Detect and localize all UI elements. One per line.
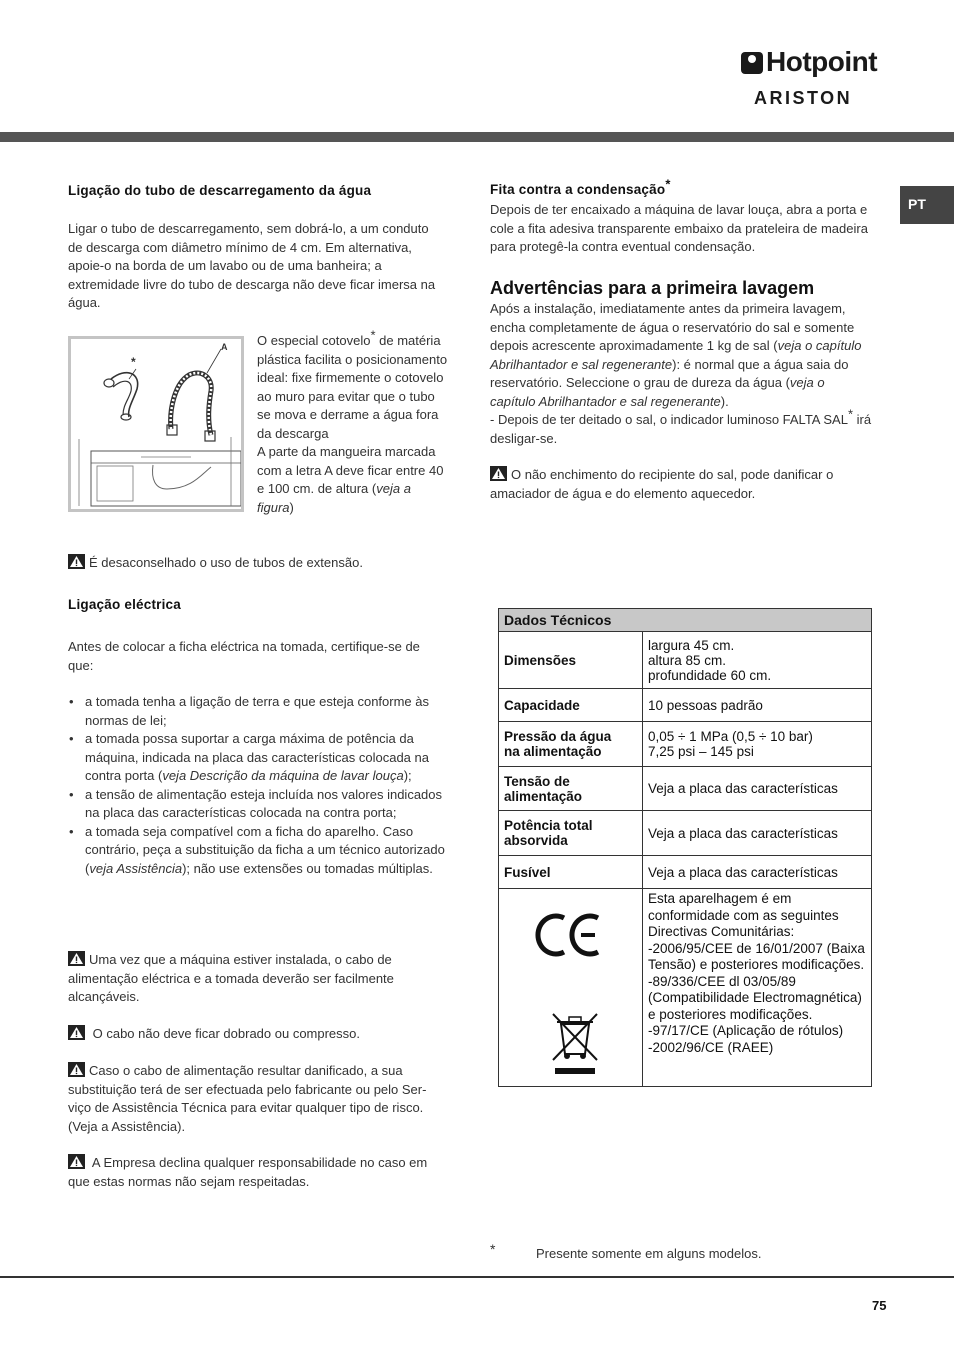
table-row [499,632,872,689]
page-number: 75 [872,1298,887,1313]
row-label [499,811,643,856]
fita-star: * [665,176,671,192]
row-value-line: profundidade 60 cm. [648,667,772,683]
brand-logo [740,48,890,112]
row-value-line: altura 85 cm. [648,652,727,668]
brand-name: Hotpoint [766,46,878,77]
advert-p2-star: * [847,406,854,422]
advert-p1-end: ). [720,393,729,409]
table-row [499,811,872,856]
drain-warning-text: É desaconselhado o uso de tubos de extensão. [89,555,363,570]
row-value [643,632,872,689]
table-header-row [499,609,872,632]
table-row [499,767,872,811]
table-row [499,689,872,722]
warning-icon [68,1025,85,1040]
row-label-line: na alimentação [504,744,602,759]
checklist-item [68,730,446,786]
electric-warning-1-text: Uma vez que a máquina estiver instalada, o cabo de alimentação eléctrica e a tomada deverão ser facilmente alcançáveis. [68,952,394,1004]
row-label: Capacidade [499,689,643,722]
advert-p2-end: irá desligar-se. [490,412,872,446]
advert-heading: Advertências para a primeira lavagem [490,278,815,298]
advert-p1: Após a instalação, imediatamente antes da primeira lavagem, encha completamente de água o reservatório do sal e somente depois acrescente aproximadamente 1 kg de sal ( [490,301,855,353]
warning-icon [68,951,85,966]
row-label [499,722,643,767]
electric-warning-4 [68,1154,446,1191]
warning-icon [490,466,507,481]
row-value-line: 0,05 ÷ 1 MPa (0,5 ÷ 10 bar) [648,729,813,744]
checklist-item [68,786,446,823]
row-label [499,767,643,811]
advert-p1-b: ): é normal que a água saia do reservatório. Seleccione o grau de dureza da água ( [490,356,849,390]
row-label: Dimensões [499,632,643,689]
checklist-item-text: a tomada seja compatível com a ficha do aparelho. Caso contrário, peça a substituição da ficha a um técnico autorizado ( [85,823,445,876]
figure-label-star: * [131,355,136,369]
ce-mark-and-weee-icons [511,896,631,1076]
fita-paragraph: Depois de ter encaixado a máquina de lavar louça, abra a porta e cole a fita adesiva transparente embaixo da prateleira de madeira para protegê-la contra eventual condensação. [490,202,868,254]
elbow-text-3-italic: veja a figura [257,481,411,515]
electric-warning-4-text: A Empresa declina qualquer responsabilidade no caso em que estas normas não sejam respeitadas. [68,1155,428,1189]
advert-warning-text: O não enchimento do recipiente do sal, pode danificar o amaciador de água e do elemento aquecedor. [490,467,834,501]
ce-mark-icon [537,916,597,954]
row-value: Veja a placa das características [643,767,872,811]
fita-heading [490,176,671,197]
checklist-item [68,693,446,730]
electric-warning-3 [68,1062,446,1136]
elbow-star: * [370,327,376,343]
electric-warning-3-text: Caso o cabo de alimentação resultar danificado, a sua substituição terá de ser efectuada pelo fabricante ou pelo Ser-viço de Assistência Técnica para evitar qualquer tipo de risco. (Veja a Assistência). [68,1063,427,1134]
checklist-item [68,823,446,879]
row-label-line: alimentação [504,788,583,804]
drain-hose-illustration [71,339,241,509]
row-label-line: Tensão de [504,773,570,789]
tech-data-table [498,608,872,1087]
row-value-line: 7,25 psi – 145 psi [648,744,754,759]
electric-intro: Antes de colocar a ficha eléctrica na tomada, certifique-se de que: [68,639,420,673]
electric-heading: Ligação eléctrica [68,597,181,612]
advert-paragraph [490,300,872,448]
warning-icon [68,1062,85,1077]
footnote-star: * [490,1241,496,1257]
row-value: Veja a placa das características [643,856,872,889]
drain-paragraph: Ligar o tubo de descarregamento, sem dobrá-lo, a um conduto de descarga com diâmetro mínimo de 4 cm. Em alternativa, apoie-o na borda de um lavabo ou de uma banheira; a extremidade livre do tubo de descarga não deve ficar imersa na água. [68,221,436,310]
footnote: Presente somente em alguns modelos. [536,1246,762,1261]
table-row [499,856,872,889]
elbow-text-3-end: ) [289,499,294,515]
checklist-item-end: ); não use extensões ou tomadas múltiplas. [182,860,433,876]
checklist-item-italic: veja Assistência [89,860,183,876]
checklist-item-end: ); [403,768,412,783]
row-label-line: Potência total [504,818,593,833]
drain-heading: Ligação do tubo de descarregamento da água [68,183,372,198]
elbow-text-3: A parte da mangueira marcada com a letra A deve ficar entre 40 e 100 cm. de altura ( [257,444,444,496]
checklist-item-text: a tomada possa suportar a carga máxima de potência da máquina, indicada na placa das características colocada na contra porta ( [85,731,429,783]
checklist-item-text: a tensão de alimentação esteja incluída nos valores indicados na placa das características colocada na contra porta; [85,786,443,820]
checklist-item-italic: veja Descrição da máquina de lavar louça [162,768,404,783]
elbow-text-1: O especial cotovelo [257,333,371,348]
symbols-cell [499,889,643,1087]
row-value-line: largura 45 cm. [648,637,735,653]
warning-icon [68,1154,85,1169]
row-value [643,722,872,767]
electric-warning-2-text: O cabo não deve ficar dobrado ou compresso. [92,1026,361,1041]
brand-sub: ARISTON [754,88,853,108]
footer-rule [0,1276,954,1278]
row-label-line: Pressão da água [504,729,612,744]
electric-warning-1 [68,951,446,1007]
header-bar [0,132,954,142]
advert-p2: - Depois de ter deitado o sal, o indicador luminoso FALTA SAL [490,412,848,427]
electric-checklist [68,693,446,878]
elbow-description [257,327,449,517]
table-row [499,722,872,767]
conformity-text: Esta aparelhagem é em conformidade com as seguintes Directivas Comunitárias: -2006/95/CEE de 16/01/2007 (Baixa Tensão) e posteriores modificações. -89/336/CEE dl 03/05/89 (Compatibilidade Electromagnética) e posteriores modificações. -97/17/CE (Aplicação de rótulos) -2002/96/CE (RAEE) [643,889,872,1087]
weee-bin-icon [553,1014,597,1074]
fita-heading-text: Fita contra a condensação [490,182,666,197]
row-value: 10 pessoas padrão [643,689,872,722]
table-row [499,889,872,1087]
drain-warning [68,554,446,573]
row-label: Fusível [499,856,643,889]
advert-p1-italic2: veja o capítulo Abrilhantador e sal regenerante [490,375,825,409]
row-label-line: absorvida [504,833,568,848]
advert-p1-italic: veja o capítulo Abrilhantador e sal regenerante [490,338,862,372]
figure-label-a: A [221,342,228,352]
row-value: Veja a placa das características [643,811,872,856]
language-tab-label: PT [908,196,926,212]
table-title: Dados Técnicos [499,609,872,632]
elbow-text-2: de matéria plástica facilita o posicionamento ideal: fixe firmemente o cotovelo ao muro para evitar que o tubo se mova e derrame a água fora da descarga [257,333,448,441]
language-tab [900,186,954,224]
hotpoint-logo-icon [741,52,763,74]
electric-warning-2 [68,1025,446,1044]
drain-hose-figure [68,336,244,512]
checklist-item-text: a tomada tenha a ligação de terra e que esteja conforme às normas de lei; [85,694,429,728]
advert-warning [490,466,872,503]
warning-icon [68,554,85,569]
